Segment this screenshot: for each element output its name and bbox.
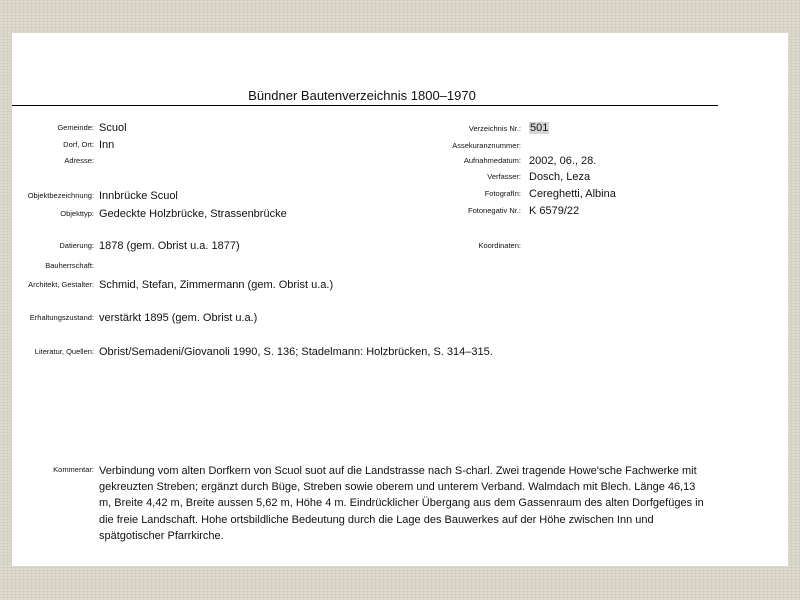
label-adresse: Adresse: (64, 156, 94, 165)
value-verfasser: Dosch, Leza (529, 171, 591, 183)
value-fotografin: Cereghetti, Albina (529, 188, 616, 200)
label-bauherrschaft: Bauherrschaft: (45, 261, 94, 270)
value-gemeinde: Scuol (99, 122, 127, 134)
value-architekt: Schmid, Stefan, Zimmermann (gem. Obrist u.a.) (99, 279, 334, 291)
value-literatur: Obrist/Semadeni/Giovanoli 1990, S. 136; Stadelmann: Holzbrücken, S. 314–315. (99, 346, 493, 358)
value-datierung: 1878 (gem. Obrist u.a. 1877) (99, 240, 240, 252)
title-rule (12, 105, 718, 106)
label-objekttyp: Objekttyp: (60, 209, 94, 218)
label-aufnahmedatum: Aufnahmedatum: (463, 156, 521, 165)
document-title: Bündner Bautenverzeichnis 1800–1970 (248, 88, 476, 103)
value-erhaltungszustand: verstärkt 1895 (gem. Obrist u.a.) (99, 312, 258, 324)
label-literatur: Literatur, Quellen: (34, 347, 94, 356)
label-fotonegativ-nr: Fotonegativ Nr.: (468, 206, 521, 215)
value-verzeichnis-nr (529, 122, 549, 134)
value-aufnahmedatum: 2002, 06., 28. (529, 155, 597, 167)
label-dorf-ort: Dorf, Ort: (63, 140, 94, 149)
label-objektbezeichnung: Objektbezeichnung: (27, 191, 94, 200)
comment-text: Verbindung vom alten Dorfkern von Scuol suot auf die Landstrasse nach S-charl. Zwei tragende Howe'sche Fachwerke mit gekreuzten Streben; ergänzt durch Büge, Streben sowie oberem und unterem Verband. Walmdach mit Blech. Länge 46,13 m, Breite 4,42 m, Breite aussen 5,62 m, Höhe 4 m. Eindrücklicher Übergang aus dem Gassenraum des alten Dorfgefüges in die freie Landschaft. Hohe ortsbildliche Bedeutung durch die Lage des Bauwerkes auf der Höhe zwischen Inn und spätgotischer Pfarrkirche. (99, 465, 704, 542)
label-fotografin: FotografIn: (484, 189, 521, 198)
label-datierung: Datierung: (59, 241, 94, 250)
verzeichnis-nr-highlight: 501 (530, 122, 549, 134)
value-objektbezeichnung: Innbrücke Scuol (99, 190, 178, 202)
label-kommentar: Kommentar: (53, 465, 94, 474)
record-sheet (12, 33, 788, 566)
value-fotonegativ-nr: K 6579/22 (529, 205, 580, 217)
label-erhaltungszustand: Erhaltungszustand: (29, 313, 94, 322)
label-architekt: Architekt, Gestalter: (28, 280, 94, 289)
label-verfasser: Verfasser: (487, 172, 521, 181)
label-verzeichnis-nr: Verzeichnis Nr.: (468, 124, 521, 133)
label-assekuranznummer: Assekuranznummer: (452, 141, 521, 150)
label-koordinaten: Koordinaten: (478, 241, 521, 250)
value-dorf-ort: Inn (99, 139, 115, 151)
label-gemeinde: Gemeinde: (57, 123, 94, 132)
value-objekttyp: Gedeckte Holzbrücke, Strassenbrücke (99, 208, 287, 220)
